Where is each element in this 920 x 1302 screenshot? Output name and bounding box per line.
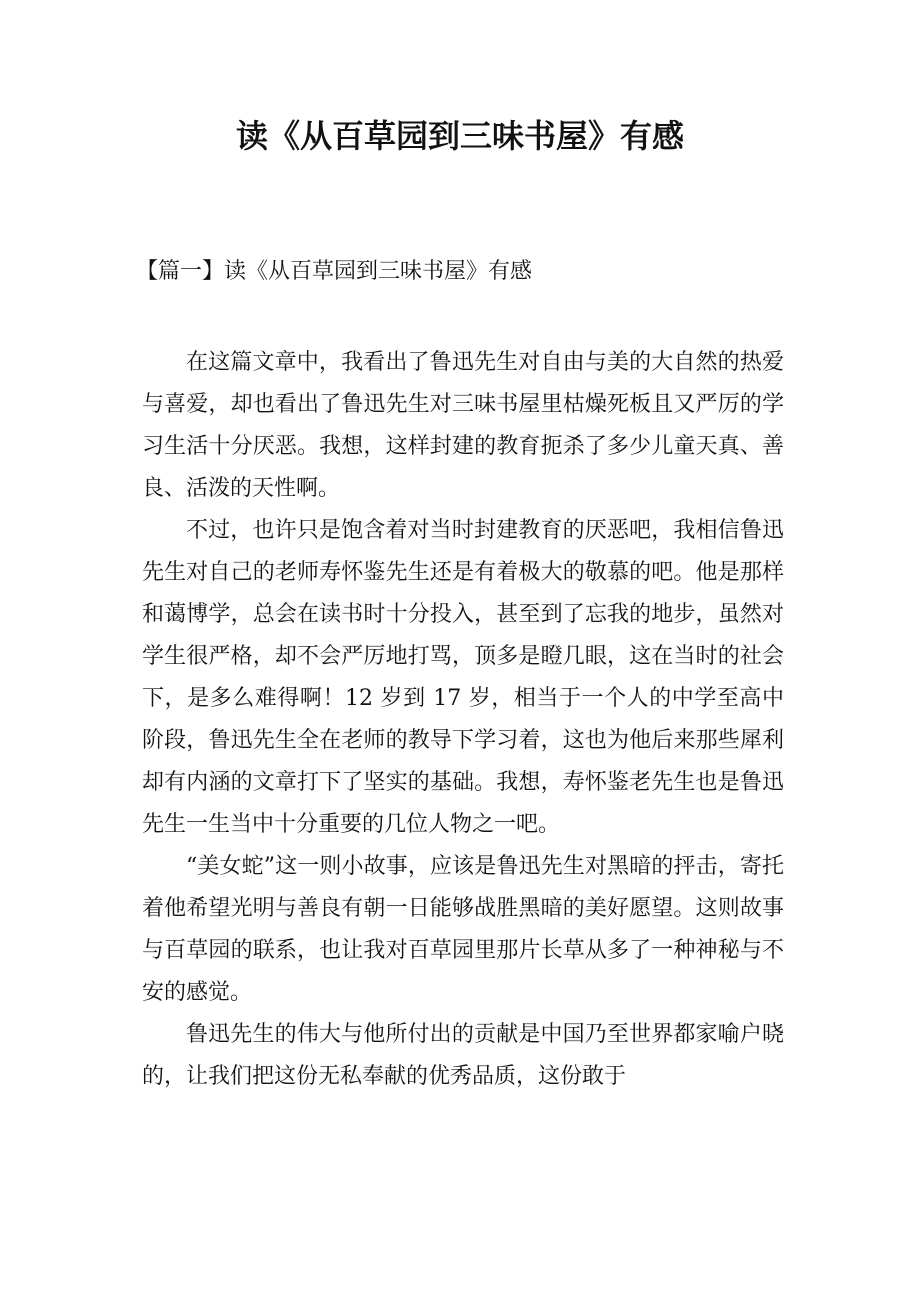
document-body [142,342,784,1098]
paragraph-4: 鲁迅先生的伟大与他所付出的贡献是中国乃至世界都家喻户晓的，让我们把这份无私奉献的优秀品质，这份敢于 [142,1022,784,1089]
document-title: 读《从百草园到三味书屋》有感 [235,117,684,155]
section-heading: 【篇一】读《从百草园到三味书屋》有感 [136,259,533,284]
paragraph-3: “美女蛇”这一则小故事，应该是鲁迅先生对黑暗的抨击，寄托着他希望光明与善良有朝一日能够战胜黑暗的美好愿望。这则故事与百草园的联系，也让我对百草园里那片长草从多了一种神秘与不安的感觉。 [142,854,784,1005]
paragraph-1: 在这篇文章中，我看出了鲁迅先生对自由与美的大自然的热爱与喜爱，却也看出了鲁迅先生对三味书屋里枯燥死板且又严厉的学习生活十分厌恶。我想，这样封建的教育扼杀了多少儿童天真、善良、活泼的天性啊。 [142,350,784,501]
paragraph-2: 不过，也许只是饱含着对当时封建教育的厌恶吧，我相信鲁迅先生对自己的老师寿怀鉴先生还是有着极大的敬慕的吧。他是那样和蔼博学，总会在读书时十分投入，甚至到了忘我的地步，虽然对学生很严格，却不会严厉地打骂，顶多是瞪几眼，这在当时的社会下，是多么难得啊！12 岁到 17 岁，相当于一个人的中学至高中阶段，鲁迅先生全在老师的教导下学习着，这也为他后来那些犀利却有内涵的文章打下了坚实的基础。我想，寿怀鉴老先生也是鲁迅先生一生当中十分重要的几位人物之一吧。 [142,518,784,837]
